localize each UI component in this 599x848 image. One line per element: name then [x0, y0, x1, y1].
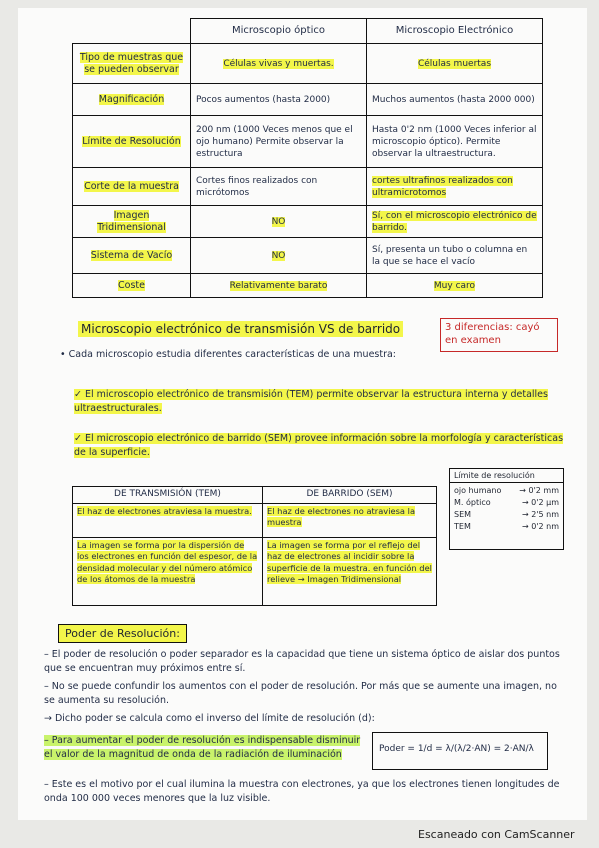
intro-text: • Cada microscopio estudia diferentes características de una muestra: — [60, 349, 397, 360]
cell: Células muertas — [367, 44, 543, 84]
cell: Muy caro — [367, 274, 543, 298]
limit-row: M. óptico → 0'2 μm — [454, 498, 559, 507]
row-label: Magnificación — [73, 84, 191, 116]
cell: NO — [191, 206, 367, 238]
poder-p4: – Para aumentar el poder de resolución es indispensable disminuir el valor de la magnitud de onda de la radiación de iluminación — [44, 735, 361, 760]
formula-box — [372, 732, 548, 770]
limit-row: ojo humano → 0'2 mm — [454, 486, 559, 495]
cell: NO — [191, 238, 367, 274]
cell: El haz de electrones atraviesa la muestra. — [73, 503, 263, 537]
cell: Pocos aumentos (hasta 2000) — [191, 84, 367, 116]
limit-row: SEM → 2'5 nm — [454, 510, 559, 519]
resolution-limits-box — [449, 468, 564, 550]
row-label: Corte de la muestra — [73, 168, 191, 206]
cell: La imagen se forma por la dispersión de los electrones en función del espesor, de la densidad molecular y del número atómico de los átomos de la muestra — [73, 537, 263, 605]
col-header-sem: DE BARRIDO (SEM) — [263, 487, 437, 504]
cell: Sí, presenta un tubo o columna en la que se hace el vacío — [367, 238, 543, 274]
cell: La imagen se forma por el reflejo del haz de electrones al incidir sobre la superficie de la muestra. en función del relieve → Imagen Tridimensional — [263, 537, 437, 605]
exam-note: 3 diferencias: cayó en examen — [440, 318, 558, 352]
row-label: Coste — [73, 274, 191, 298]
row-label: Imagen Tridimensional — [73, 206, 191, 238]
cell: Células vivas y muertas. — [191, 44, 367, 84]
cell: El haz de electrones no atraviesa la muestra — [263, 503, 437, 537]
limit-row: TEM → 0'2 nm — [454, 522, 559, 531]
row-label: Límite de Resolución — [73, 116, 191, 168]
scanner-watermark: Escaneado con CamScanner — [418, 828, 575, 841]
poder-title: Poder de Resolución: — [58, 624, 187, 643]
cell: 200 nm (1000 Veces menos que el ojo humano) Permite observar la estructura — [191, 116, 367, 168]
comparison-table — [72, 18, 543, 298]
poder-p2: – No se puede confundir los aumentos con el poder de resolución. Por más que se aumente una imagen, no se aumenta su resolución. — [44, 681, 557, 706]
cell: Cortes finos realizados con micrótomos — [191, 168, 367, 206]
tem-text: ✓ El microscopio electrónico de transmisión (TEM) permite observar la estructura interna y detalles ultraestructurales. — [74, 389, 548, 414]
section-title-tem-sem: Microscopio electrónico de transmisión VS de barrido — [78, 321, 403, 337]
poder-p1: – El poder de resolución o poder separador es la capacidad que tiene un sistema óptico de aislar dos puntos que se encuentran muy próximos entre sí. — [44, 649, 560, 674]
formula: Poder = 1/d = λ/(λ/2·AN) = 2·AN/λ — [379, 744, 534, 754]
cell: cortes ultrafinos realizados con ultramicrotomos — [367, 168, 543, 206]
cell: Relativamente barato — [191, 274, 367, 298]
sem-text: ✓ El microscopio electrónico de barrido (SEM) provee información sobre la morfología y características de la superficie. — [74, 433, 564, 458]
cell: Hasta 0'2 nm (1000 Veces inferior al microscopio óptico). Permite observar la ultraestructura. — [367, 116, 543, 168]
resolution-limits-title: Límite de resolución — [450, 470, 563, 483]
col-header-electron: Microscopio Electrónico — [367, 19, 543, 44]
row-label: Sistema de Vacío — [73, 238, 191, 274]
col-header-tem: DE TRANSMISIÓN (TEM) — [73, 487, 263, 504]
cell: Muchos aumentos (hasta 2000 000) — [367, 84, 543, 116]
poder-p5: – Este es el motivo por el cual ilumina la muestra con electrones, ya que los electrones tienen longitudes de onda 100 000 veces menores que la luz visible. — [44, 779, 560, 804]
row-label: Tipo de muestras que se pueden observar — [73, 44, 191, 84]
cell: Sí, con el microscopio electrónico de barrido. — [367, 206, 543, 238]
tem-sem-table — [72, 486, 437, 606]
col-header-optical: Microscopio óptico — [191, 19, 367, 44]
poder-p3: → Dicho poder se calcula como el inverso del límite de resolución (d): — [44, 713, 375, 724]
